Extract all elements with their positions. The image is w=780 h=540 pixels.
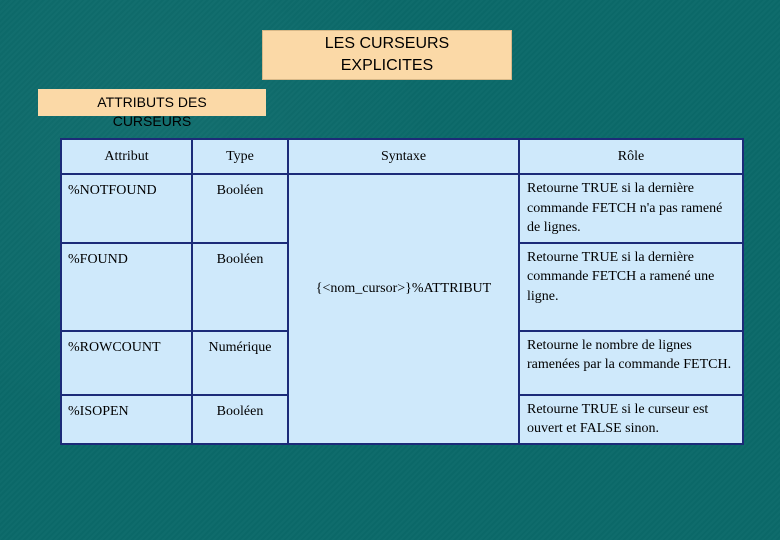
cell-type: Booléen <box>192 395 288 444</box>
table-header-row <box>61 139 743 174</box>
slide-title: LES CURSEURS EXPLICITES <box>262 30 512 80</box>
cell-syntaxe: {<nom_cursor>}%ATTRIBUT <box>288 174 519 444</box>
cell-attribut: %NOTFOUND <box>61 174 192 243</box>
attributes-table <box>60 138 744 445</box>
cell-type: Numérique <box>192 331 288 395</box>
cell-type: Booléen <box>192 174 288 243</box>
cell-attribut: %ROWCOUNT <box>61 331 192 395</box>
cell-role: Retourne TRUE si la dernière commande FETCH n'a pas ramené de lignes. <box>519 174 743 243</box>
header-type: Type <box>192 139 288 174</box>
table-row <box>61 174 743 243</box>
cell-attribut: %ISOPEN <box>61 395 192 444</box>
cell-role: Retourne TRUE si le curseur est ouvert et FALSE sinon. <box>519 395 743 444</box>
header-role: Rôle <box>519 139 743 174</box>
cell-type: Booléen <box>192 243 288 331</box>
cell-role: Retourne TRUE si la dernière commande FETCH a ramené une ligne. <box>519 243 743 331</box>
cell-attribut: %FOUND <box>61 243 192 331</box>
section-subtitle: ATTRIBUTS DES CURSEURS <box>38 89 266 116</box>
header-syntaxe: Syntaxe <box>288 139 519 174</box>
header-attribut: Attribut <box>61 139 192 174</box>
cell-role: Retourne le nombre de lignes ramenées par la commande FETCH. <box>519 331 743 395</box>
